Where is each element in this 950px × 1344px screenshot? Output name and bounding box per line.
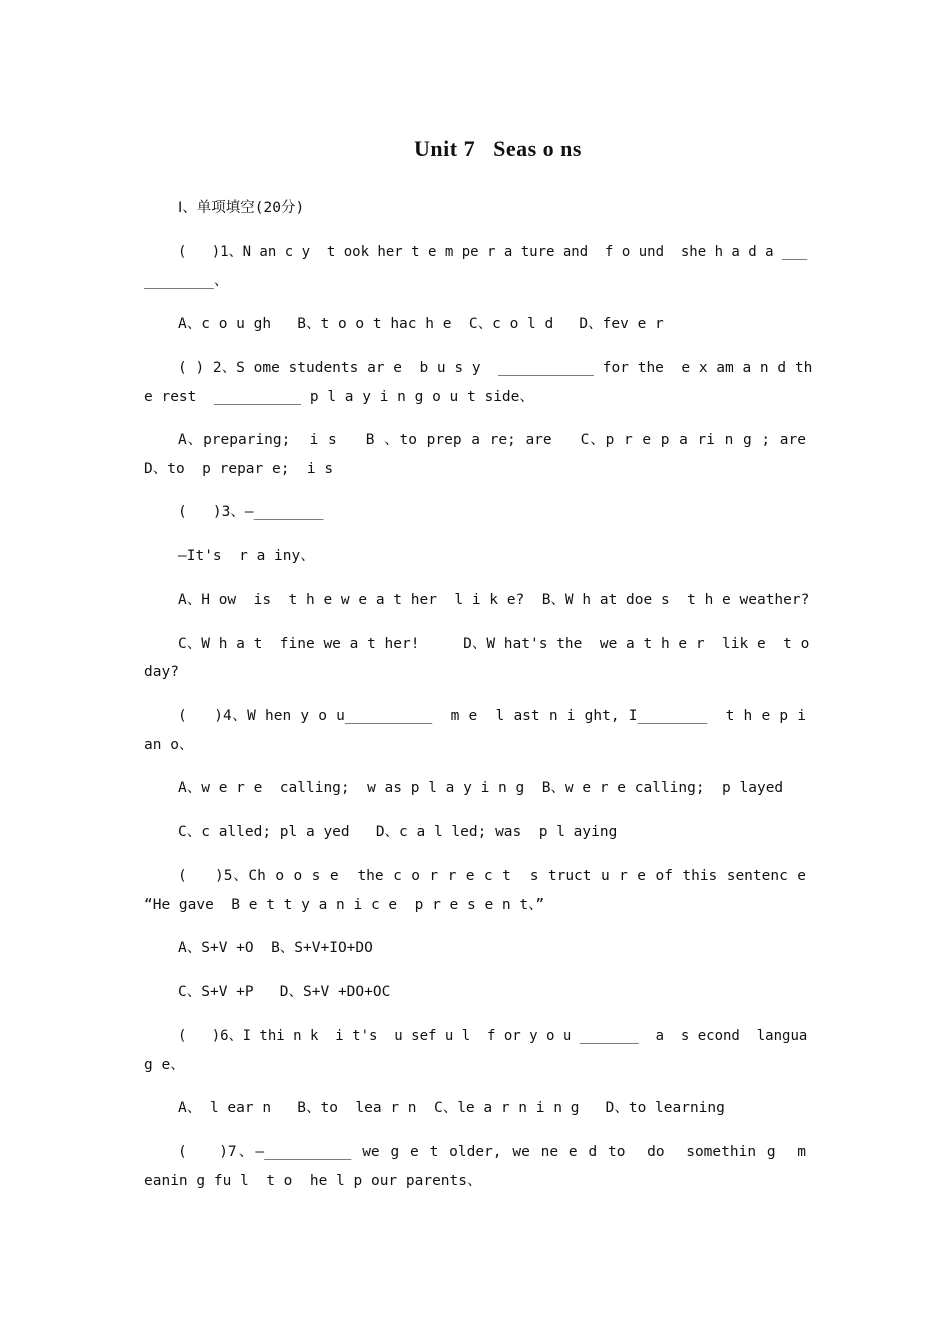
question-6-stem-cont: g e、 [144,1057,185,1073]
question-1-stem-cont: ________、 [144,273,229,289]
section-heading: Ⅰ、单项填空(20分) [178,200,305,216]
question-4-options-2: C、c alled; pl a yed D、c a l led; was p l aying [178,824,618,840]
question-6-stem: ( )6、I thi n k i t's u sef u l f or y o u _______ a s econd langua [178,1028,808,1044]
question-2-options-2: D、to p repar e; i s [144,461,334,477]
question-4-stem: ( )4、W hen y o u__________ m e l ast n i ght, I________ t h e p i [178,708,806,724]
question-2-stem: ( ) 2、S ome students ar e b u s y ___________ for the e x am a n d th [178,360,813,376]
question-3-options-2: C、W h a t fine we a t her! D、W hat's the we a t h e r lik e t o [178,636,810,652]
question-5-options-2: C、S+V +P D、S+V +DO+OC [178,984,391,1000]
question-5-options-1: A、S+V +O B、S+V+IO+DO [178,940,373,956]
question-2-stem-cont: e rest __________ p l a y i n g o u t side、 [144,389,534,405]
question-3-stem: ( )3、—________ [178,504,324,520]
question-1-options: A、c o u gh B、t o o t hac h e C、c o l d D、fev e r [178,316,664,332]
question-4-options-1: A、w e r e calling; w as p l a y i n g B、w e r e calling; p layed [178,780,784,796]
page-title: Unit 7 Seas o ns [414,136,582,161]
question-4-stem-cont: an o、 [144,737,194,753]
question-1-stem: ( )1、N an c y t ook her t e m pe r a ture and f o und she h a d a ___ [178,244,808,260]
question-5-stem-cont: “He gave B e t t y a n i c e p r e s e n t、” [144,897,545,913]
question-6-options: A、 l ear n B、to lea r n C、le a r n i n g D、to learning [178,1100,725,1116]
question-3-options-3: day? [144,664,179,680]
question-2-options-1: A、preparing; i s B 、to prep a re; are C、p r e p a ri n g ; are [178,432,806,448]
question-3-stem-cont: —It's r a iny、 [178,548,315,564]
question-3-options-1: A、H ow is t h e w e a t her l i k e? B、W h at doe s t h e weather? [178,592,810,608]
question-7-stem-cont: eanin g fu l t o he l p our parents、 [144,1173,482,1189]
question-5-stem: ( )5、Ch o o s e the c o r r e c t s truct u r e of this sentenc e [178,868,806,884]
question-7-stem: ( )7、—__________ we g e t older, we ne e d to do somethin g m [178,1144,806,1160]
